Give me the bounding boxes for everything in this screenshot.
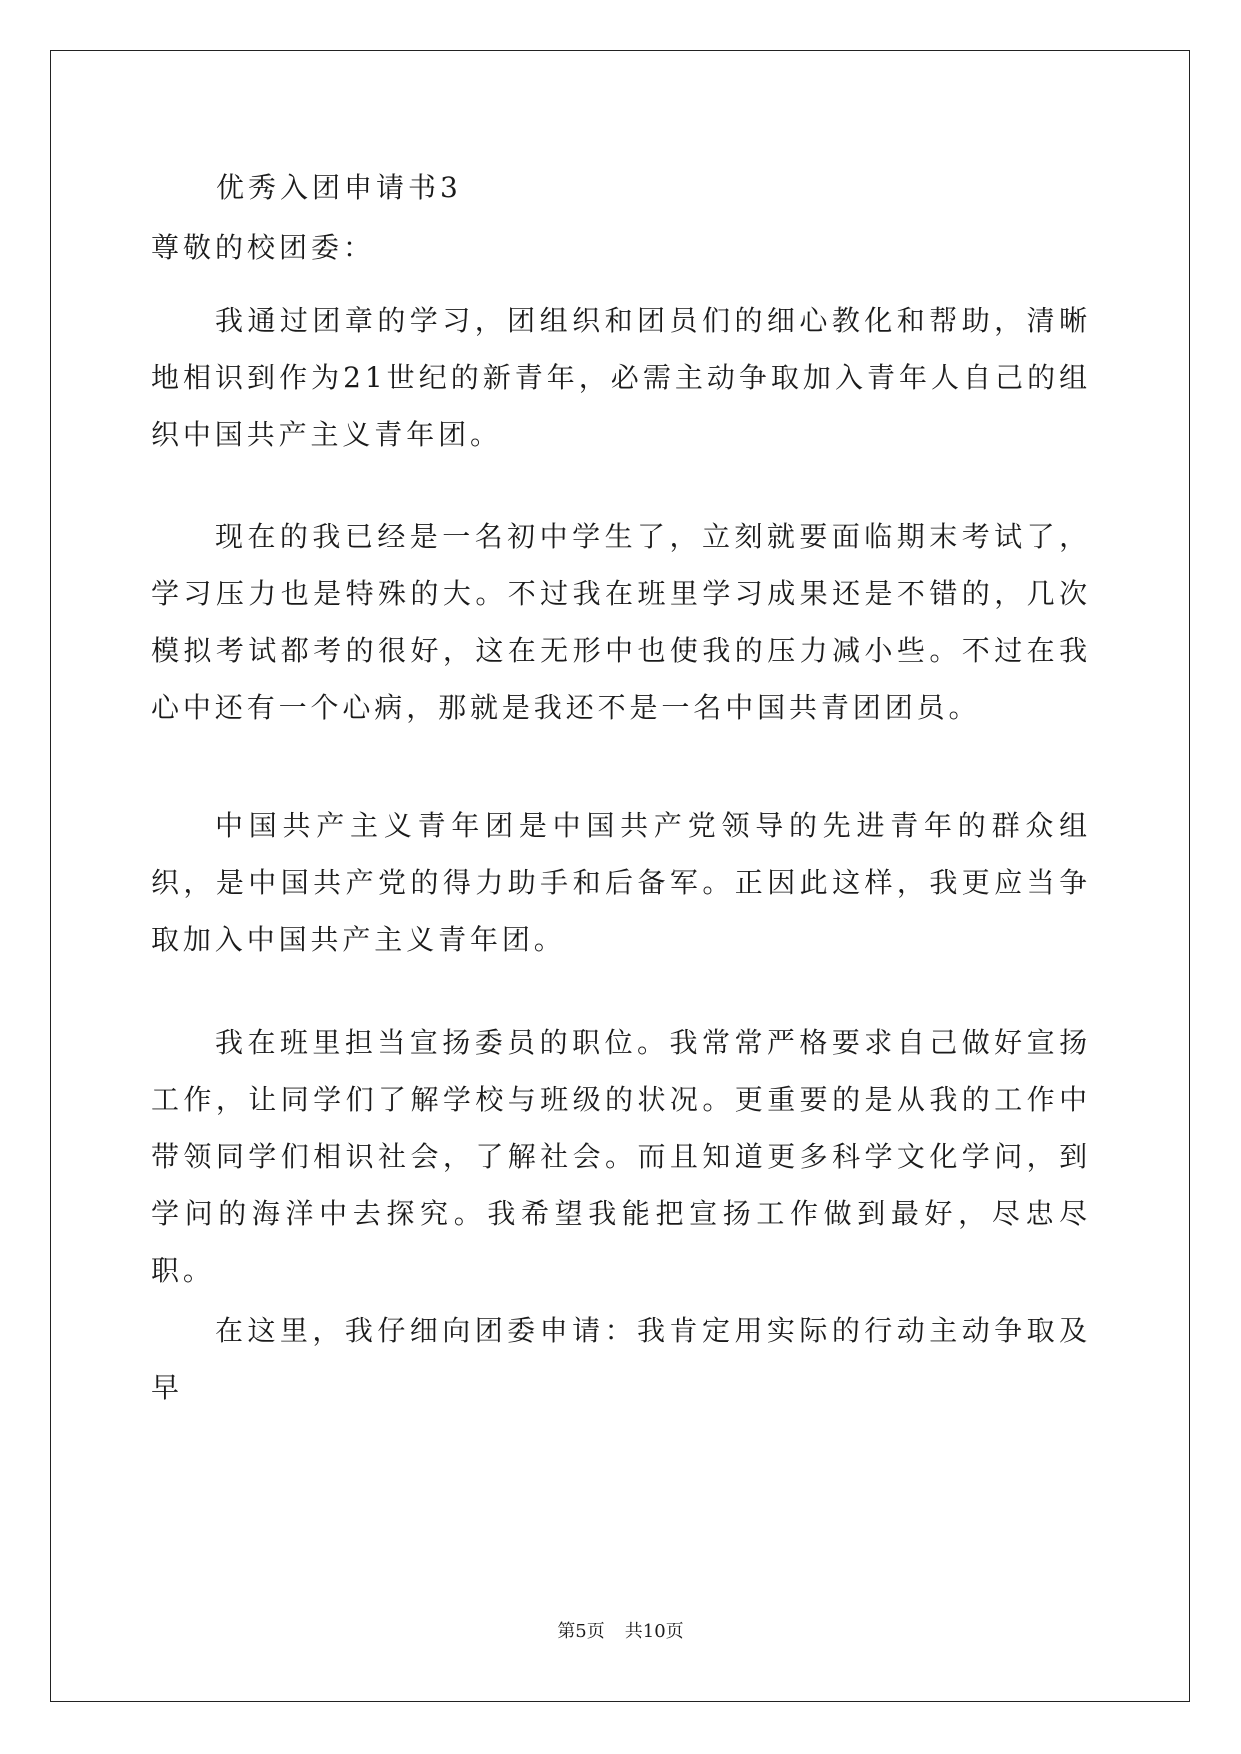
paragraph-1: 我通过团章的学习，团组织和团员们的细心教化和帮助，清晰地相识到作为21世纪的新青年，必需主动争取加入青年人自己的组织中国共产主义青年团。 bbox=[151, 304, 1091, 451]
document-title: 优秀入团申请书3 bbox=[216, 171, 462, 204]
salutation: 尊敬的校团委： bbox=[151, 231, 376, 264]
paragraph-5: 在这里，我仔细向团委申请：我肯定用实际的行动主动争取及早 bbox=[151, 1314, 1091, 1404]
paragraph-3: 中国共产主义青年团是中国共产党领导的先进青年的群众组织，是中国共产党的得力助手和后备军。正因此这样，我更应当争取加入中国共产主义青年团。 bbox=[151, 809, 1091, 956]
page-number: 第5页 bbox=[557, 1621, 605, 1642]
page-total: 共10页 bbox=[624, 1621, 684, 1642]
page-footer bbox=[0, 1617, 1241, 1643]
paragraph-4: 我在班里担当宣扬委员的职位。我常常严格要求自己做好宣扬工作，让同学们了解学校与班级的状况。更重要的是从我的工作中带领同学们相识社会，了解社会。而且知道更多科学文化学问，到学问的海洋中去探究。我希望我能把宣扬工作做到最好，尽忠尽职。 bbox=[151, 1026, 1091, 1287]
paragraph-2: 现在的我已经是一名初中学生了，立刻就要面临期末考试了，学习压力也是特殊的大。不过我在班里学习成果还是不错的，几次模拟考试都考的很好，这在无形中也使我的压力减小些。不过在我心中还有一个心病，那就是我还不是一名中国共青团团员。 bbox=[151, 520, 1091, 724]
